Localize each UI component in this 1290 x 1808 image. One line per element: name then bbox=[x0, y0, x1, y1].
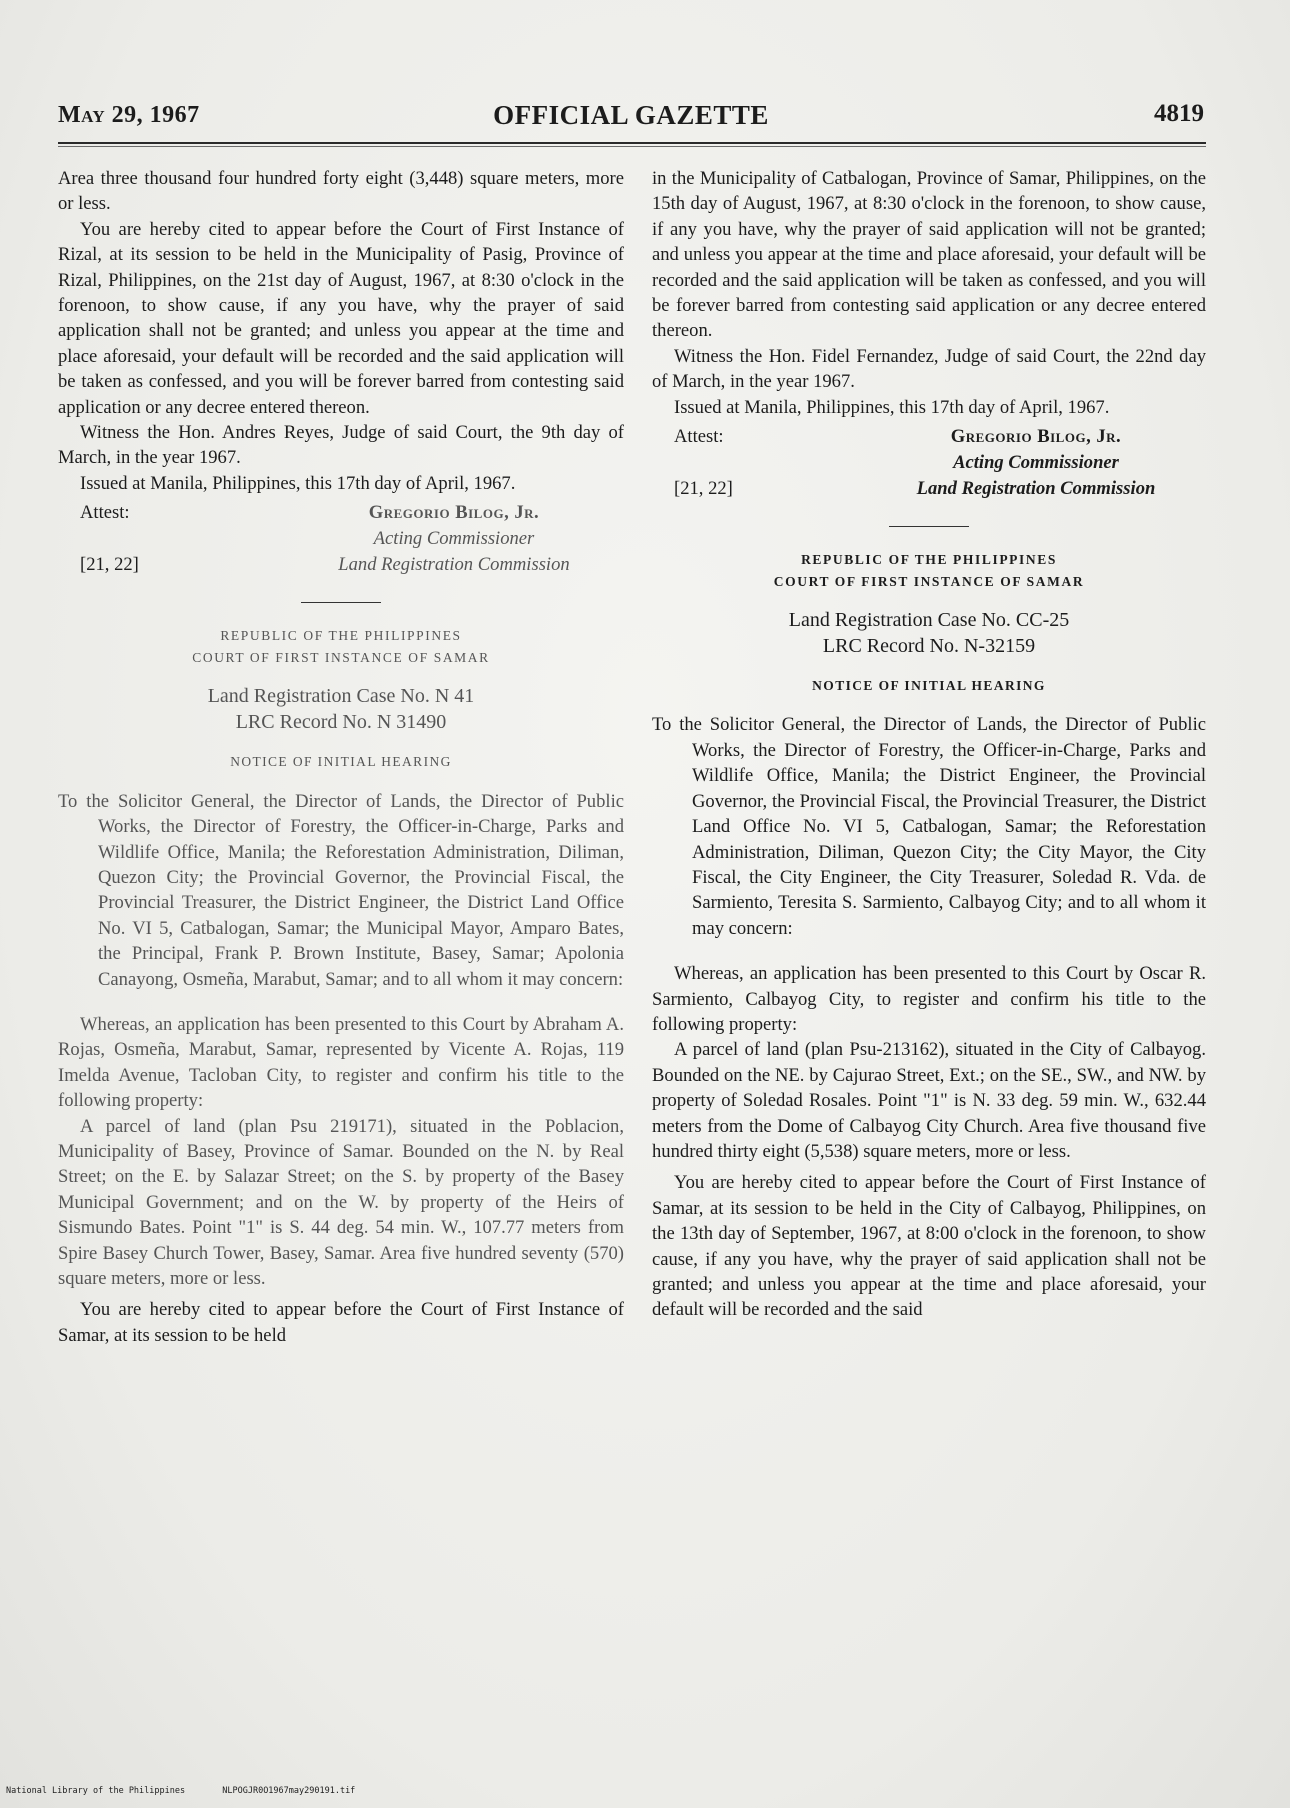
court-line: COURT OF FIRST INSTANCE OF SAMAR bbox=[773, 574, 1085, 590]
parcel-paragraph: A parcel of land (plan Psu 219171), situated in the Poblacion, Municipality of Basey, Province of Samar. Bounded on the N. by Real Street; on the E. by Salazar Street; on the S. by property of the Basey Municipal Government; and on the W. by property of the Heirs of Sismundo Bates. Point "1" is S. 44 deg. 54 min. W., 107.77 meters from Spire Basey Church Tower, Basey, Samar. Area five hundred seventy (570) square meters, more or less. bbox=[58, 1115, 624, 1289]
witness-paragraph: Witness the Hon. Fidel Fernandez, Judge of said Court, the 22nd day of March, in the year 1967. bbox=[652, 345, 1206, 393]
notice-heading-block bbox=[652, 549, 1206, 698]
right-column bbox=[652, 166, 1206, 1323]
issued-paragraph: Issued at Manila, Philippines, this 17th day of April, 1967. bbox=[80, 472, 516, 494]
attest-label: Attest: bbox=[674, 426, 724, 448]
parcel-paragraph: A parcel of land (plan Psu-213162), situated in the City of Calbayog. Bounded on the NE. by Cajurao Street, Ext.; on the SE., SW., and NW. by property of Soledad Rosales. Point "1" is N. 33 deg. 59 min. W., 632.44 meters from the Dome of Calbayog City Church. Area five thousand five hundred thirty eight (5,538) square meters, more or less. bbox=[652, 1039, 1206, 1162]
signatory-title: Acting Commissioner bbox=[373, 528, 535, 550]
republic-line: REPUBLIC OF THE PHILIPPINES bbox=[220, 628, 462, 644]
lrc-record: LRC Record No. N-32159 bbox=[822, 635, 1036, 658]
signatory-office: Land Registration Commission bbox=[916, 478, 1156, 500]
lrc-record: LRC Record No. N 31490 bbox=[235, 711, 447, 734]
attestation-block bbox=[58, 500, 624, 578]
notice-title: NOTICE OF INITIAL HEARING bbox=[812, 678, 1046, 694]
whereas-paragraph: Whereas, an application has been presented to this Court by Oscar R. Sarmiento, Calbayog City, to register and confirm his title to the following property: bbox=[652, 963, 1206, 1035]
signatory-name: Gregorio Bilog, Jr. bbox=[368, 502, 540, 524]
attest-label: Attest: bbox=[80, 502, 130, 524]
library-credit: National Library of the Philippines bbox=[6, 1786, 186, 1796]
left-column bbox=[58, 166, 624, 1348]
addressee-paragraph: To the Solicitor General, the Director of Lands, the Director of Public Works, the Director of Forestry, the Officer-in-Charge, Parks and Wildlife Office, Manila; the Reforestation Administration, Diliman, Quezon City; the Provincial Governor, the Provincial Fiscal, the Provincial Treasurer, the District Engineer, the District Land Office No. VI 5, Catbalogan, Samar; the Municipal Mayor, Amparo Bates, the Principal, Frank P. Brown Institute, Basey, Samar; Apolonia Canayong, Osmeña, Marabut, Samar; and to all whom it may concern: bbox=[58, 790, 624, 990]
page-header bbox=[58, 96, 1204, 136]
scan-footer bbox=[6, 1786, 387, 1796]
signatory-office: Land Registration Commission bbox=[338, 554, 570, 576]
section-divider bbox=[301, 602, 381, 603]
header-rule-thin bbox=[58, 146, 1206, 147]
signatory-name: Gregorio Bilog, Jr. bbox=[950, 426, 1122, 448]
issue-reference: [21, 22] bbox=[674, 478, 733, 500]
section-divider bbox=[889, 526, 969, 527]
signature-block bbox=[866, 424, 1206, 502]
signatory-title: Acting Commissioner bbox=[953, 452, 1119, 474]
continued-cited-paragraph: in the Municipality of Catbalogan, Province of Samar, Philippines, on the 15th day of August, 1967, at 8:30 o'clock in the forenoon, to show cause, if any you have, why the prayer of said application will not be granted; and unless you appear at the time and place aforesaid, your default will be recorded and the said application will be taken as confessed, and you will be forever barred from contesting said application or any decree entered thereon. bbox=[652, 168, 1206, 342]
addressee-paragraph: To the Solicitor General, the Director of Lands, the Director of Public Works, the Director of Forestry, the Officer-in-Charge, Parks and Wildlife Office, Manila; the District Engineer, the Provincial Governor, the Provincial Fiscal, the Provincial Treasurer, the District Land Office No. VI 5, Catbalogan, Samar; the Reforestation Administration, Diliman, Quezon City; the City Mayor, the City Fiscal, the City Engineer, the City Treasurer, Soledad R. Vda. de Sarmiento, Teresita S. Sarmiento, Calbayog City; and to all whom it may concern: bbox=[652, 714, 1206, 939]
republic-line: REPUBLIC OF THE PHILIPPINES bbox=[801, 552, 1057, 568]
notice-title: NOTICE OF INITIAL HEARING bbox=[230, 754, 452, 770]
signature-block bbox=[284, 500, 624, 578]
case-number: Land Registration Case No. CC-25 bbox=[788, 609, 1070, 632]
court-line: COURT OF FIRST INSTANCE OF SAMAR bbox=[192, 650, 490, 666]
scan-filename: NLPOGJR0O1967may290191.tif bbox=[222, 1786, 356, 1796]
attestation-block bbox=[652, 424, 1206, 502]
witness-paragraph: Witness the Hon. Andres Reyes, Judge of said Court, the 9th day of March, in the year 1967. bbox=[58, 422, 624, 469]
cited-start-paragraph: You are hereby cited to appear before the Court of First Instance of Samar, at its session to be held bbox=[58, 1299, 624, 1346]
cited-paragraph: You are hereby cited to appear before the Court of First Instance of Samar, at its session to be held in the City of Calbayog, Philippines, on the 13th day of September, 1967, at 8:00 o'clock in the forenoon, to show cause, if any you have, why the prayer of said application shall not be granted; and unless you appear at the time and place aforesaid, your default will be recorded and the said bbox=[652, 1172, 1206, 1321]
whereas-paragraph: Whereas, an application has been presented to this Court by Abraham A. Rojas, Osmeña, Marabut, Samar, represented by Vicente A. Rojas, 119 Imelda Avenue, Tacloban City, to register and confirm his title to the following property: bbox=[58, 1013, 624, 1112]
header-rule bbox=[58, 142, 1206, 144]
page-number: 4819 bbox=[1154, 100, 1204, 127]
case-number: Land Registration Case No. N 41 bbox=[207, 685, 475, 708]
issued-paragraph: Issued at Manila, Philippines, this 17th day of April, 1967. bbox=[674, 396, 1110, 418]
publication-title: OFFICIAL GAZETTE bbox=[493, 100, 769, 130]
notice-heading-block bbox=[58, 625, 624, 774]
cited-paragraph: You are hereby cited to appear before the Court of First Instance of Rizal, at its session to be held in the Municipality of Pasig, Province of Rizal, Philippines, on the 21st day of August, 1967, at 8:30 o'clock in the forenoon, to show cause, if any you have, why the prayer of said application shall not be granted; and unless you appear at the time and place aforesaid, your default will be recorded and the said application will be taken as confessed, and you will be forever barred from contesting said application or any decree entered thereon. bbox=[58, 218, 624, 418]
continued-area-text: Area three thousand four hundred forty eight (3,448) square meters, more or less. bbox=[58, 168, 624, 215]
issue-date: May 29, 1967 bbox=[58, 102, 200, 128]
issue-reference: [21, 22] bbox=[80, 554, 139, 576]
